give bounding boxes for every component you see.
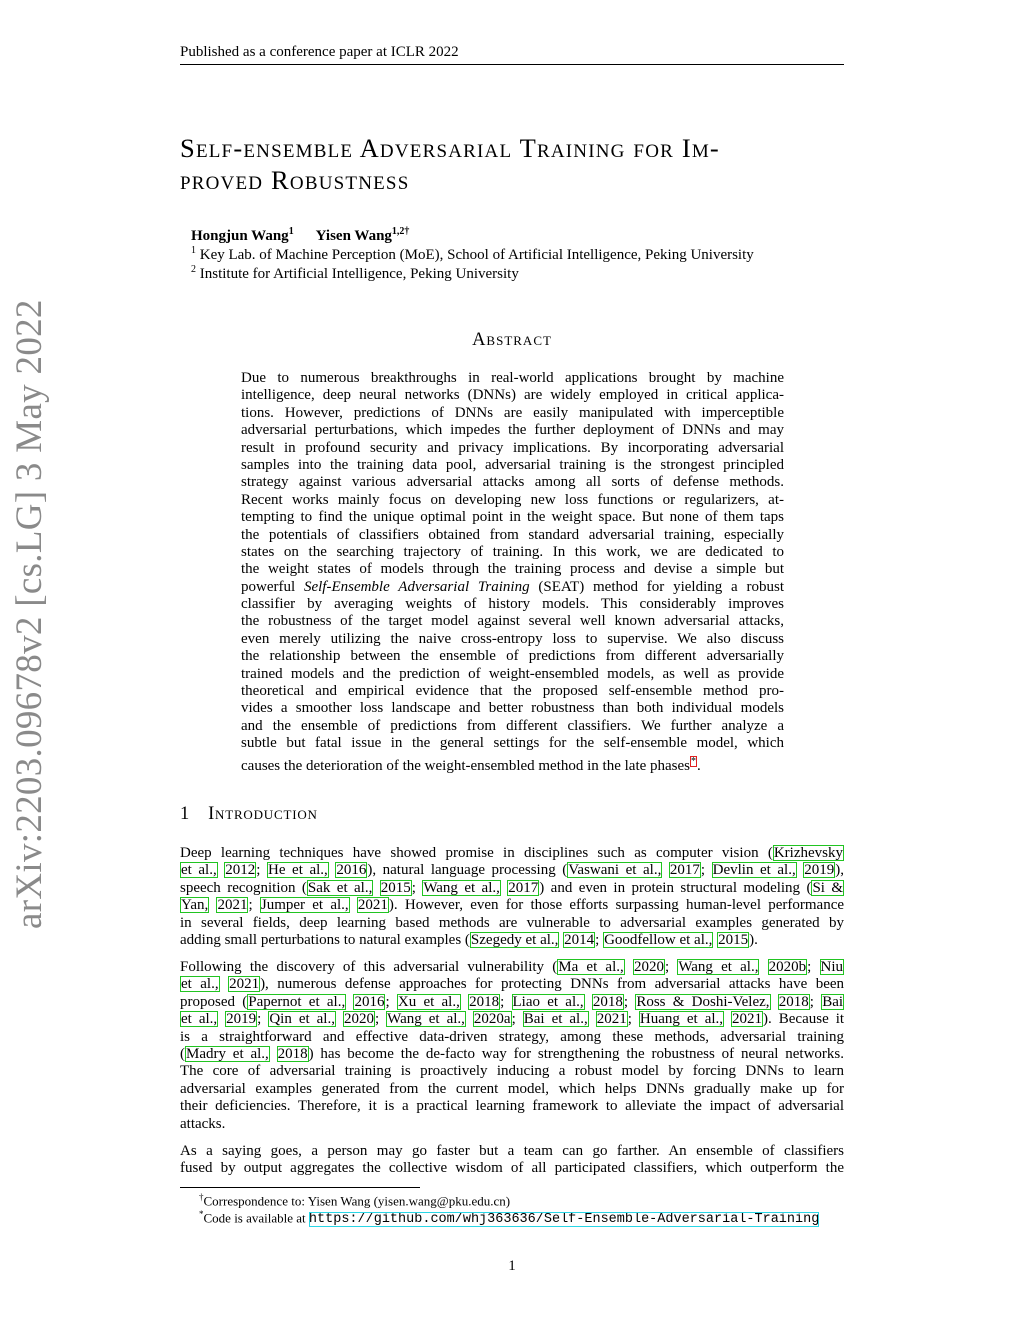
affiliation-sup: 1 [191,245,196,256]
intro-paragraph-1 [180,845,844,949]
citation-link[interactable]: 2021 [732,1011,763,1028]
abstract-line [241,753,784,774]
text-span: ), numerous defense approaches for protecting DNNs from adversarial attacks have been [260,976,845,993]
citation-link[interactable]: 2018 [592,993,623,1010]
text-line: their deficiencies. Therefore, it is a practical learning framework to alleviate the impact of adversarial [180,1098,844,1115]
citation-link[interactable]: 2020 [633,959,664,975]
citation-link[interactable]: Qin et al., [269,1011,335,1028]
citation-link[interactable]: Madry et al., [186,1045,269,1062]
citation-link[interactable]: et al., [181,976,219,993]
text-line: adversarial examples generated from the current model, which helps DNNs gradually make up for [180,1080,844,1097]
citation-link[interactable]: Jumper et al., [260,897,349,914]
affiliation [191,264,519,283]
citation-link[interactable]: Bai et al., [523,1011,588,1028]
author-name: Hongjun Wang [191,228,289,244]
text-span: speech recognition ( [180,879,307,896]
citation-link[interactable]: Vaswani et al., [568,862,662,879]
page-number: 1 [508,1258,516,1274]
text-span: proposed ( [180,993,248,1010]
text-span: ). [749,931,758,948]
method-name: Self-Ensemble Adversarial Training [303,578,530,595]
footnote-code [199,1209,819,1227]
abstract-line: the weight states of models through the training process and devise a simple but [241,561,784,578]
citation-link[interactable]: Si & [812,879,844,896]
affiliation-sup: 2 [191,264,196,275]
running-header: Published as a conference paper at ICLR 2022 [180,44,844,65]
citation-link[interactable]: Krizhevsky [773,845,843,861]
citation-link[interactable]: Devlin et al., [712,862,796,879]
citation-link[interactable]: 2018 [778,993,809,1010]
abstract-line: classifier by averaging weights of history models. This considerably improves [241,596,784,613]
footnote-mark: * [199,1209,204,1219]
title-line-2: proved Robustness [180,165,410,195]
citation-link[interactable]: Wang et al., [387,1011,465,1028]
abstract-line: intelligence, deep neural networks (DNNs) are widely employed in critical applica- [241,387,784,404]
citation-link[interactable]: Niu [820,959,843,975]
intro-paragraph-2 [180,959,844,1133]
text-line: fused by output aggregates the collective wisdom of all participated classifiers, which outperform the [180,1160,844,1177]
citation-link[interactable]: Wang et al., [423,879,500,896]
citation-link[interactable]: Ma et al., [558,959,624,975]
abstract-line [241,579,784,596]
text-line [180,880,844,897]
abstract-line: trained models and the prediction of weight-ensembled models, as well as provide [241,665,784,682]
citation-link[interactable]: Liao et al., [512,993,584,1010]
text-span: ; [700,862,712,879]
citation-link[interactable]: 2021 [229,976,260,993]
author-sup: 1,2† [391,226,410,237]
citation-link[interactable]: Bai [822,993,844,1010]
text-line: attacks. [180,1115,226,1132]
text-span: ; [411,879,423,896]
text-span: ; [595,931,604,948]
citation-link[interactable]: 2016 [336,862,367,879]
text-line [180,1011,844,1028]
citation-link[interactable]: Goodfellow et al., [604,931,713,948]
text-line [180,994,844,1011]
abstract-line: samples into the training data pool, adversarial training is the strongest principled [241,456,784,473]
text-line [180,897,844,914]
text-span: ) and even in protein structural modeling ( [539,879,812,896]
footnote-rule [180,1187,420,1188]
citation-link[interactable]: 2020 [343,1011,374,1028]
citation-link[interactable]: 2018 [277,1045,308,1062]
abstract-line: vides a smoother loss landscape and better robustness than both individual models [241,700,784,717]
text-line: As a saying goes, a person may go faster but a team can go farther. An ensemble of classifiers [180,1143,844,1159]
text-span: ; [807,959,820,975]
affiliation [191,245,754,264]
text-span: ; [511,1011,523,1028]
abstract-heading: Abstract [472,330,552,350]
text-span: ) has become the de-facto way for strengthening the robustness of neural networks. [308,1045,845,1062]
text-span: Deep learning techniques have showed promise in disciplines such as computer vision ( [180,845,773,861]
text-span: ; [500,993,512,1010]
citation-link[interactable]: 2021 [217,897,248,914]
intro-paragraph-3 [180,1143,844,1178]
citation-link[interactable]: Szegedy et al., [470,931,559,948]
citation-link[interactable]: 2018 [469,993,500,1010]
abstract-line: the robustness of the target model against several well known adversarial attacks, [241,613,784,630]
author-sup: 1 [288,226,294,237]
text-line: in several fields, deep learning based methods are vulnerable to adversarial examples generated by [180,914,844,931]
citation-link[interactable]: 2017 [508,879,539,896]
text-line [180,1046,844,1063]
text-line [180,932,844,949]
citation-link[interactable]: Ross & Doshi-Velez, [636,993,770,1010]
abstract-line: the potentials of classifiers obtained from standard adversarial training, especially [241,526,784,543]
footnote-text: Correspondence to: Yisen Wang (yisen.wang@pku.edu.cn) [203,1193,511,1209]
abstract-body [241,370,784,774]
text-span: adding small perturbations to natural examples ( [180,931,470,948]
abstract-text: . [697,757,701,774]
text-span: ( [180,1045,185,1062]
citation-link[interactable]: 2015 [380,879,411,896]
text-line [180,845,844,862]
text-span: ), natural language processing ( [367,862,568,879]
text-line [180,862,844,879]
section-number: 1 [180,804,191,824]
text-span: ; [256,862,268,879]
citation-link[interactable]: He et al., [268,862,328,879]
citation-link[interactable]: Yan, [181,897,209,914]
text-line: is a straightforward and effective data-driven strategy, among these methods, adversarial training [180,1028,844,1045]
citation-link[interactable]: Huang et al., [639,1011,724,1028]
text-line: The core of adversarial training is proactively inducing a robust model by forcing DNNs to learn [180,1063,844,1080]
footnote-mark: † [199,1192,204,1202]
abstract-text: powerful [241,578,296,595]
title-line-1: Self-ensemble Adversarial Training for Im- [180,133,720,163]
citation-link[interactable]: 2014 [564,931,595,948]
abstract-line: tempting to find the unique optimal point in the weight space. But none of them taps [241,509,784,526]
text-span: ; [248,897,260,914]
text-span: Following the discovery of this adversarial vulnerability ( [180,959,558,975]
text-span: ; [809,993,822,1010]
footnote-link[interactable]: * [691,755,697,767]
abstract-line: Recent works mainly focus on developing new loss functions or regularizers, at- [241,491,784,508]
citation-link[interactable]: 2020b [768,959,807,975]
text-span: ; [374,1011,387,1028]
citation-link[interactable]: Papernot et al., [248,993,346,1010]
abstract-line: and the ensemble of predictions from different classifiers. We further analyze a [241,717,784,734]
text-span: ). Because it [763,1011,845,1028]
citation-link[interactable]: 2019 [804,862,835,879]
section-title: Introduction [208,804,318,824]
abstract-text: causes the deterioration of the weight-ensembled method in the late phases [241,757,691,774]
text-span: ; [257,1011,269,1028]
citation-link[interactable]: 2016 [354,993,385,1010]
text-span: ; [385,993,397,1010]
affiliation-text: Institute for Artificial Intelligence, Peking University [199,266,519,282]
abstract-line: strategy against various adversarial attacks among all sorts of defense methods. [241,474,784,491]
abstract-line: subtle but fatal issue in the general settings for the self-ensemble model, which [241,735,784,752]
abstract-line: tions. However, predictions of DNNs are easily manipulated with imperceptible [241,404,784,421]
citation-link[interactable]: 2020a [473,1011,511,1028]
citation-link[interactable]: 2021 [596,1011,627,1028]
abstract-line: adversarial perturbations, which impedes the further deployment of DNNs and may [241,422,784,439]
text-span: ). However, even for those efforts surpassing human-level performance [388,897,845,914]
code-url-link[interactable]: https://github.com/whj363636/Self-Ensemble-Adversarial-Training [308,1212,820,1228]
citation-link[interactable]: 2019 [226,1011,257,1028]
footnote-text: Code is available at [203,1210,306,1226]
abstract-line: even merely utilizing the naive cross-entropy loss to supervise. We also discuss [241,630,784,647]
abstract-line: Due to numerous breakthroughs in real-world applications brought by machine [241,370,784,386]
citation-link[interactable]: Sak et al., [307,879,373,896]
citation-link[interactable]: 2021 [357,897,388,914]
paper-title [180,132,850,196]
author-name: Yisen Wang [315,228,392,244]
text-line [180,976,844,993]
text-span: ; [664,959,678,975]
citation-link[interactable]: 2017 [669,862,700,879]
affiliation-text: Key Lab. of Machine Perception (MoE), School of Artificial Intelligence, Peking University [199,247,754,263]
citation-link[interactable]: et al., [181,862,217,879]
author-list [191,226,409,245]
abstract-line: theoretical and empirical evidence that the proposed self-ensemble method pro- [241,683,784,700]
abstract-line: the relationship between the ensemble of predictions from different adversarially [241,648,784,665]
abstract-line: states on the searching trajectory of training. In this work, we are dedicated to [241,543,784,560]
abstract-line: result in profound security and privacy implications. By incorporating adversarial [241,439,784,456]
section-heading [180,804,318,825]
citation-link[interactable]: Wang et al., [678,959,759,975]
text-line [180,959,844,976]
abstract-text: (SEAT) method for yielding a robust [538,578,784,595]
citation-link[interactable]: 2012 [225,862,256,879]
text-span: ), [835,862,845,879]
text-span: ; [627,1011,639,1028]
text-span: ; [623,993,636,1010]
footnote-correspondence [199,1192,510,1209]
arxiv-stamp: arXiv:2203.09678v2 [cs.LG] 3 May 2022 [9,299,50,929]
citation-link[interactable]: 2015 [718,931,749,948]
citation-link[interactable]: Xu et al., [397,993,460,1010]
citation-link[interactable]: et al., [181,1011,218,1028]
